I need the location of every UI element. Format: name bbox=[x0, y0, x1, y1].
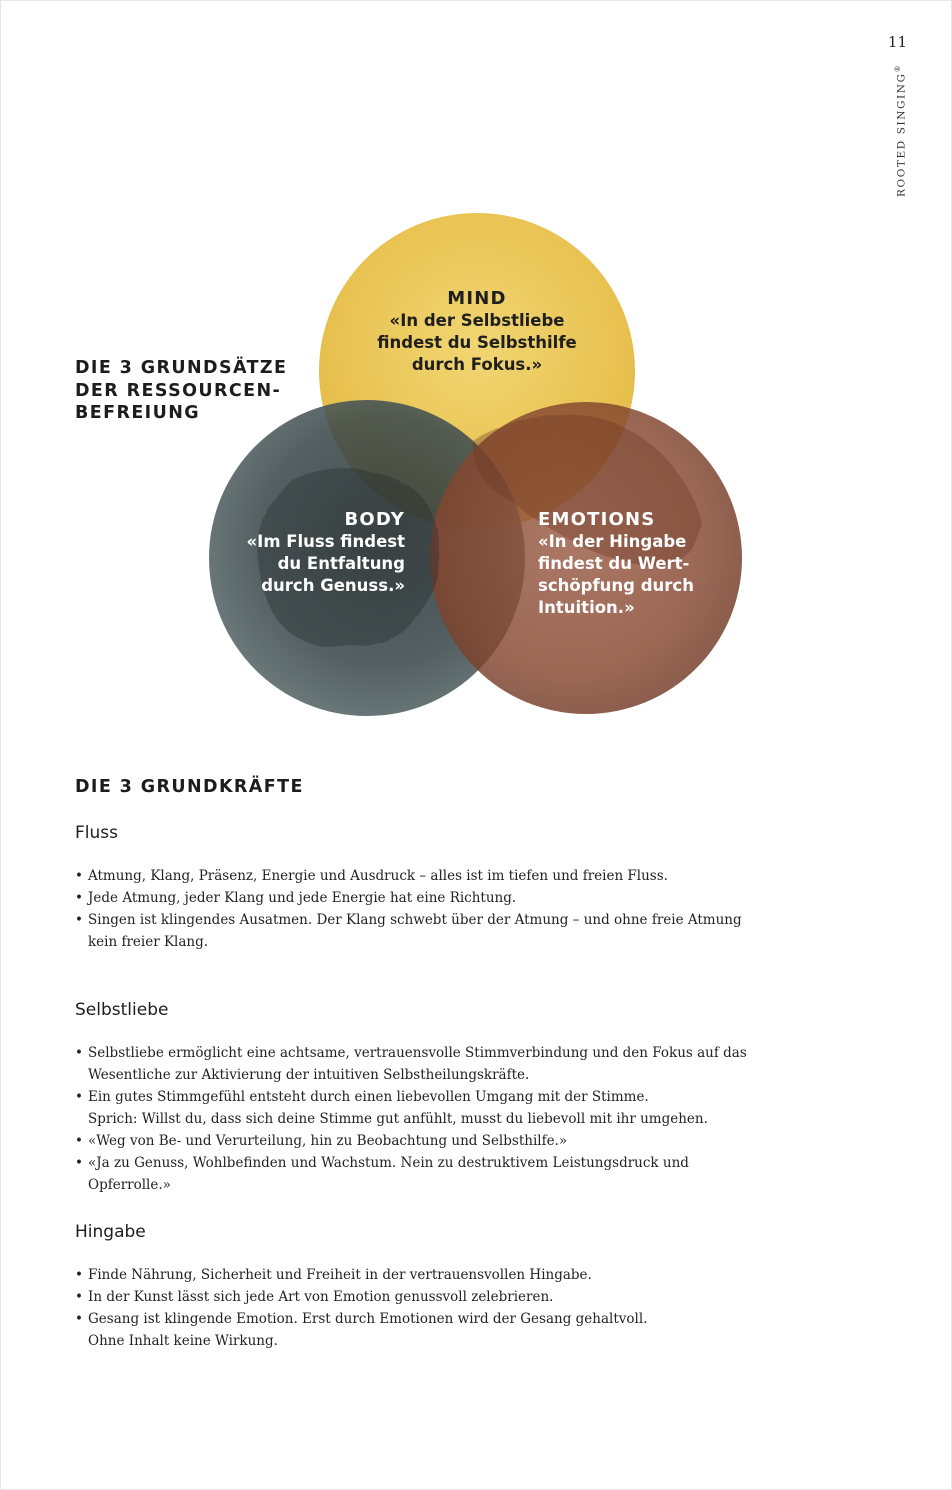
page-number: 11 bbox=[887, 33, 907, 51]
list-item: • Selbstliebe ermöglicht eine achtsame, vertrauensvolle Stimmverbindung und den Fokus auf das Wesentliche zur Aktivierung der intuitiven Selbstheilungskräfte. bbox=[75, 1042, 775, 1086]
venn-diagram bbox=[1, 1, 952, 761]
list-item: • Ein gutes Stimmgefühl entsteht durch einen liebevollen Umgang mit der Stimme. Sprich: Willst du, dass sich deine Stimme gut anfühlt, musst du liebevoll mit ihr umgehen. bbox=[75, 1086, 775, 1130]
principles-title-line: BEFREIUNG bbox=[75, 403, 201, 423]
emotions-label bbox=[538, 509, 728, 619]
section-title: Hingabe bbox=[75, 1222, 146, 1242]
bullet-list bbox=[75, 865, 775, 953]
bullet-list bbox=[75, 1264, 775, 1352]
section-title: Selbstliebe bbox=[75, 1000, 169, 1020]
emotions-quote: «In der Hingabe findest du Wert- schöpfung durch Intuition.» bbox=[538, 532, 694, 617]
body-title: BODY bbox=[344, 509, 405, 530]
list-item: • Finde Nährung, Sicherheit und Freiheit in der vertrauensvollen Hingabe. bbox=[75, 1264, 775, 1286]
list-item: • «Ja zu Genuss, Wohlbefinden und Wachstum. Nein zu destruktivem Leistungsdruck und Opferrolle.» bbox=[75, 1152, 775, 1196]
section-title: Fluss bbox=[75, 823, 118, 843]
list-item: • «Weg von Be- und Verurteilung, hin zu Beobachtung und Selbsthilfe.» bbox=[75, 1130, 775, 1152]
list-item: • Atmung, Klang, Präsenz, Energie und Ausdruck – alles ist im tiefen und freien Fluss. bbox=[75, 865, 775, 887]
mind-label bbox=[357, 288, 597, 376]
body-quote: «Im Fluss findest du Entfaltung durch Genuss.» bbox=[246, 532, 405, 595]
list-item: • Gesang ist klingende Emotion. Erst durch Emotionen wird der Gesang gehaltvoll. Ohne Inhalt keine Wirkung. bbox=[75, 1308, 775, 1352]
principles-title-line: DER RESSOURCEN- bbox=[75, 380, 282, 401]
section-hingabe bbox=[75, 1222, 775, 1352]
section-selbstliebe bbox=[75, 1000, 775, 1196]
running-header-text: ROOTED SINGING bbox=[895, 72, 908, 197]
mind-quote: «In der Selbstliebe findest du Selbsthilfe durch Fokus.» bbox=[377, 311, 577, 374]
mind-title: MIND bbox=[447, 288, 507, 309]
list-item: • In der Kunst lässt sich jede Art von Emotion genussvoll zelebrieren. bbox=[75, 1286, 775, 1308]
principles-title-line: DIE 3 GRUNDSÄTZE bbox=[75, 358, 288, 378]
bullet-list bbox=[75, 1042, 775, 1196]
forces-title: DIE 3 GRUNDKRÄFTE bbox=[75, 777, 304, 797]
list-item: • Singen ist klingendes Ausatmen. Der Klang schwebt über der Atmung – und ohne freie Atmung kein freier Klang. bbox=[75, 909, 775, 953]
section-fluss bbox=[75, 823, 775, 953]
list-item: • Jede Atmung, jeder Klang und jede Energie hat eine Richtung. bbox=[75, 887, 775, 909]
emotions-title: EMOTIONS bbox=[538, 509, 656, 530]
body-label bbox=[233, 509, 405, 597]
registered-mark: ® bbox=[894, 63, 902, 73]
